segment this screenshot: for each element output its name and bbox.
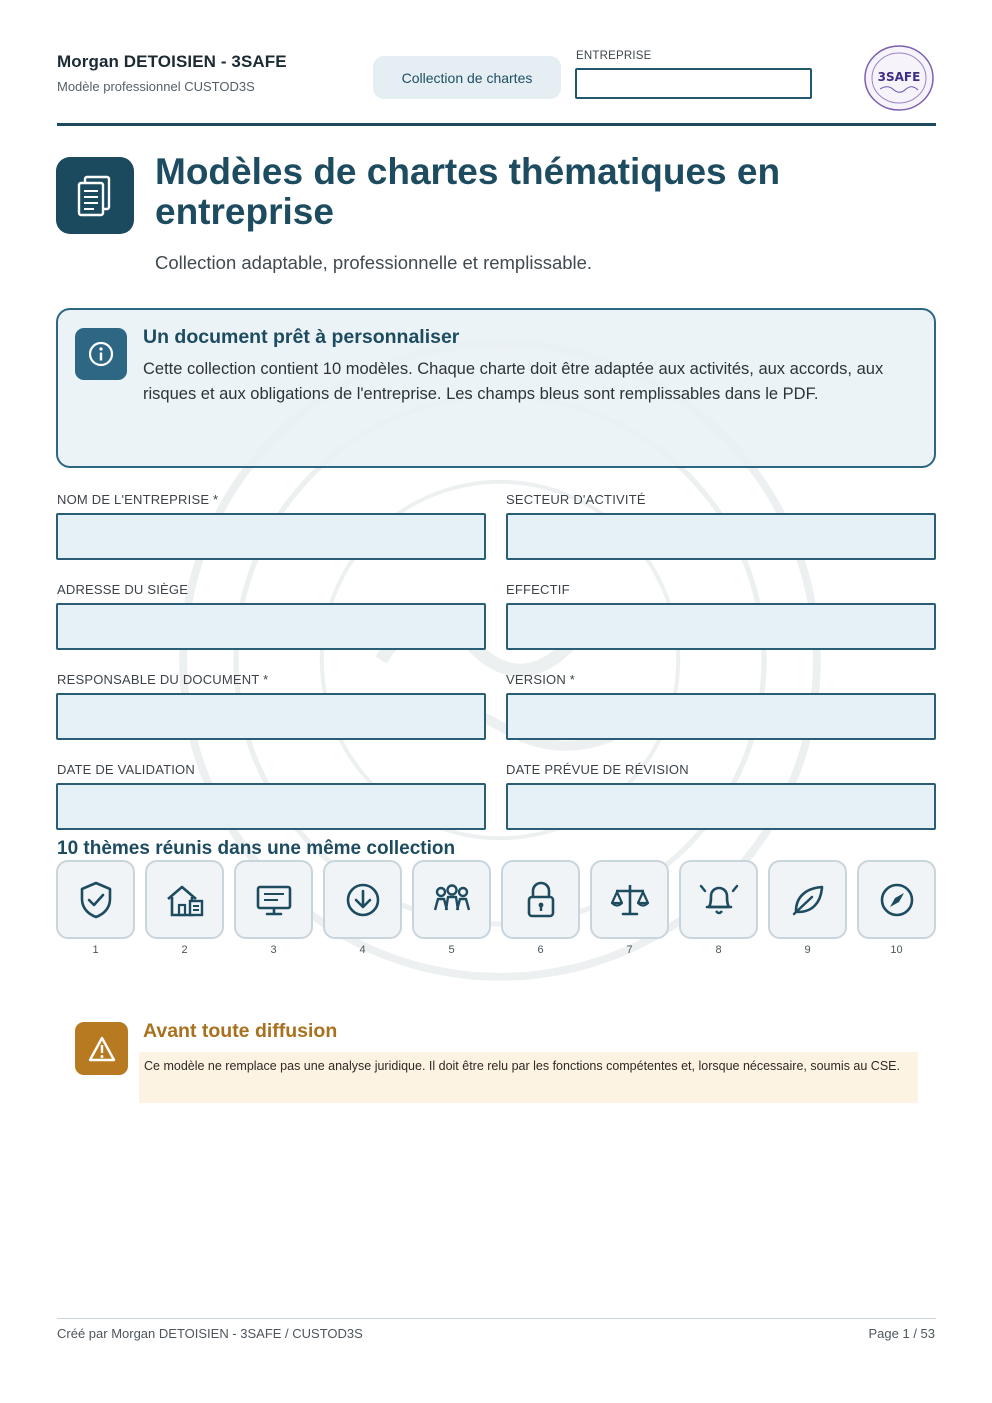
compass-icon <box>878 881 916 919</box>
address-label: ADRESSE DU SIÈGE <box>57 582 189 597</box>
page-number: Page 1 / 53 <box>868 1326 935 1341</box>
warning-triangle-icon <box>75 1022 128 1075</box>
company-stamp-logo <box>862 43 936 113</box>
download-circle-icon <box>344 881 382 919</box>
theme-tile-10[interactable] <box>857 860 936 939</box>
sector-input[interactable] <box>506 513 936 560</box>
people-group-icon <box>431 882 473 918</box>
monitor-icon <box>254 882 294 918</box>
svg-text:3SAFE: 3SAFE <box>877 70 921 84</box>
theme-tile-3[interactable] <box>234 860 313 939</box>
theme-number-9: 9 <box>804 944 811 956</box>
header-divider <box>57 123 936 126</box>
theme-number-3: 3 <box>270 944 277 956</box>
theme-tile-8[interactable] <box>679 860 758 939</box>
theme-number-10: 10 <box>890 944 903 956</box>
info-text: Cette collection contient 10 modèles. Chaque charte doit être adaptée aux activités, aux accords, aux risques et aux obligations de l'entreprise. Les champs bleus sont remplissables dans le PDF. <box>143 360 884 403</box>
footer-divider <box>57 1318 936 1319</box>
headcount-input[interactable] <box>506 603 936 650</box>
warning-title: Avant toute diffusion <box>143 1020 338 1042</box>
theme-number-8: 8 <box>715 944 722 956</box>
warning-text: Ce modèle ne remplace pas une analyse juridique. Il doit être relu par les fonctions compétentes et, lorsque nécessaire, soumis au CSE. <box>139 1052 918 1103</box>
info-title: Un document prêt à personnaliser <box>143 326 460 348</box>
validation-date-label: DATE DE VALIDATION <box>57 762 195 777</box>
theme-number-2: 2 <box>181 944 188 956</box>
theme-number-1: 1 <box>92 944 99 956</box>
model-name: Modèle professionnel CUSTOD3S <box>57 79 255 94</box>
validation-date-input[interactable] <box>56 783 486 830</box>
company-name-input[interactable] <box>56 513 486 560</box>
revision-date-label: DATE PRÉVUE DE RÉVISION <box>506 762 689 777</box>
theme-tile-6[interactable] <box>501 860 580 939</box>
sector-label: SECTEUR D'ACTIVITÉ <box>506 492 646 507</box>
company-label: ENTREPRISE <box>576 50 652 62</box>
theme-number-7: 7 <box>626 944 633 956</box>
shield-check-icon <box>78 880 114 920</box>
theme-tile-9[interactable] <box>768 860 847 939</box>
owner-label: RESPONSABLE DU DOCUMENT * <box>57 672 269 687</box>
collection-button[interactable]: Collection de chartes <box>373 56 561 99</box>
leaf-icon <box>788 881 828 919</box>
revision-date-input[interactable] <box>506 783 936 830</box>
info-icon <box>75 328 127 380</box>
author-name: Morgan DETOISIEN - 3SAFE <box>57 52 287 71</box>
footer-credit: Créé par Morgan DETOISIEN - 3SAFE / CUSTOD3S <box>57 1326 363 1341</box>
version-label: VERSION * <box>506 672 575 687</box>
themes-heading: 10 thèmes réunis dans une même collection <box>57 838 456 859</box>
document-copy-icon <box>56 157 134 234</box>
theme-number-6: 6 <box>537 944 544 956</box>
theme-tile-2[interactable] <box>145 860 224 939</box>
theme-number-5: 5 <box>448 944 455 956</box>
theme-tile-7[interactable] <box>590 860 669 939</box>
scales-icon <box>609 881 651 919</box>
lock-icon <box>524 880 558 920</box>
company-field[interactable] <box>575 68 812 99</box>
page-title: Modèles de chartes thématiques en entreprise <box>155 151 781 232</box>
house-building-icon <box>165 881 205 919</box>
owner-input[interactable] <box>56 693 486 740</box>
theme-tile-4[interactable] <box>323 860 402 939</box>
address-input[interactable] <box>56 603 486 650</box>
headcount-label: EFFECTIF <box>506 582 570 597</box>
company-name-label: NOM DE L'ENTREPRISE * <box>57 492 219 507</box>
theme-number-4: 4 <box>359 944 366 956</box>
theme-tile-5[interactable] <box>412 860 491 939</box>
theme-tile-1[interactable] <box>56 860 135 939</box>
version-input[interactable] <box>506 693 936 740</box>
page-subtitle: Collection adaptable, professionnelle et remplissable. <box>155 252 593 273</box>
bell-alert-icon <box>696 880 742 920</box>
